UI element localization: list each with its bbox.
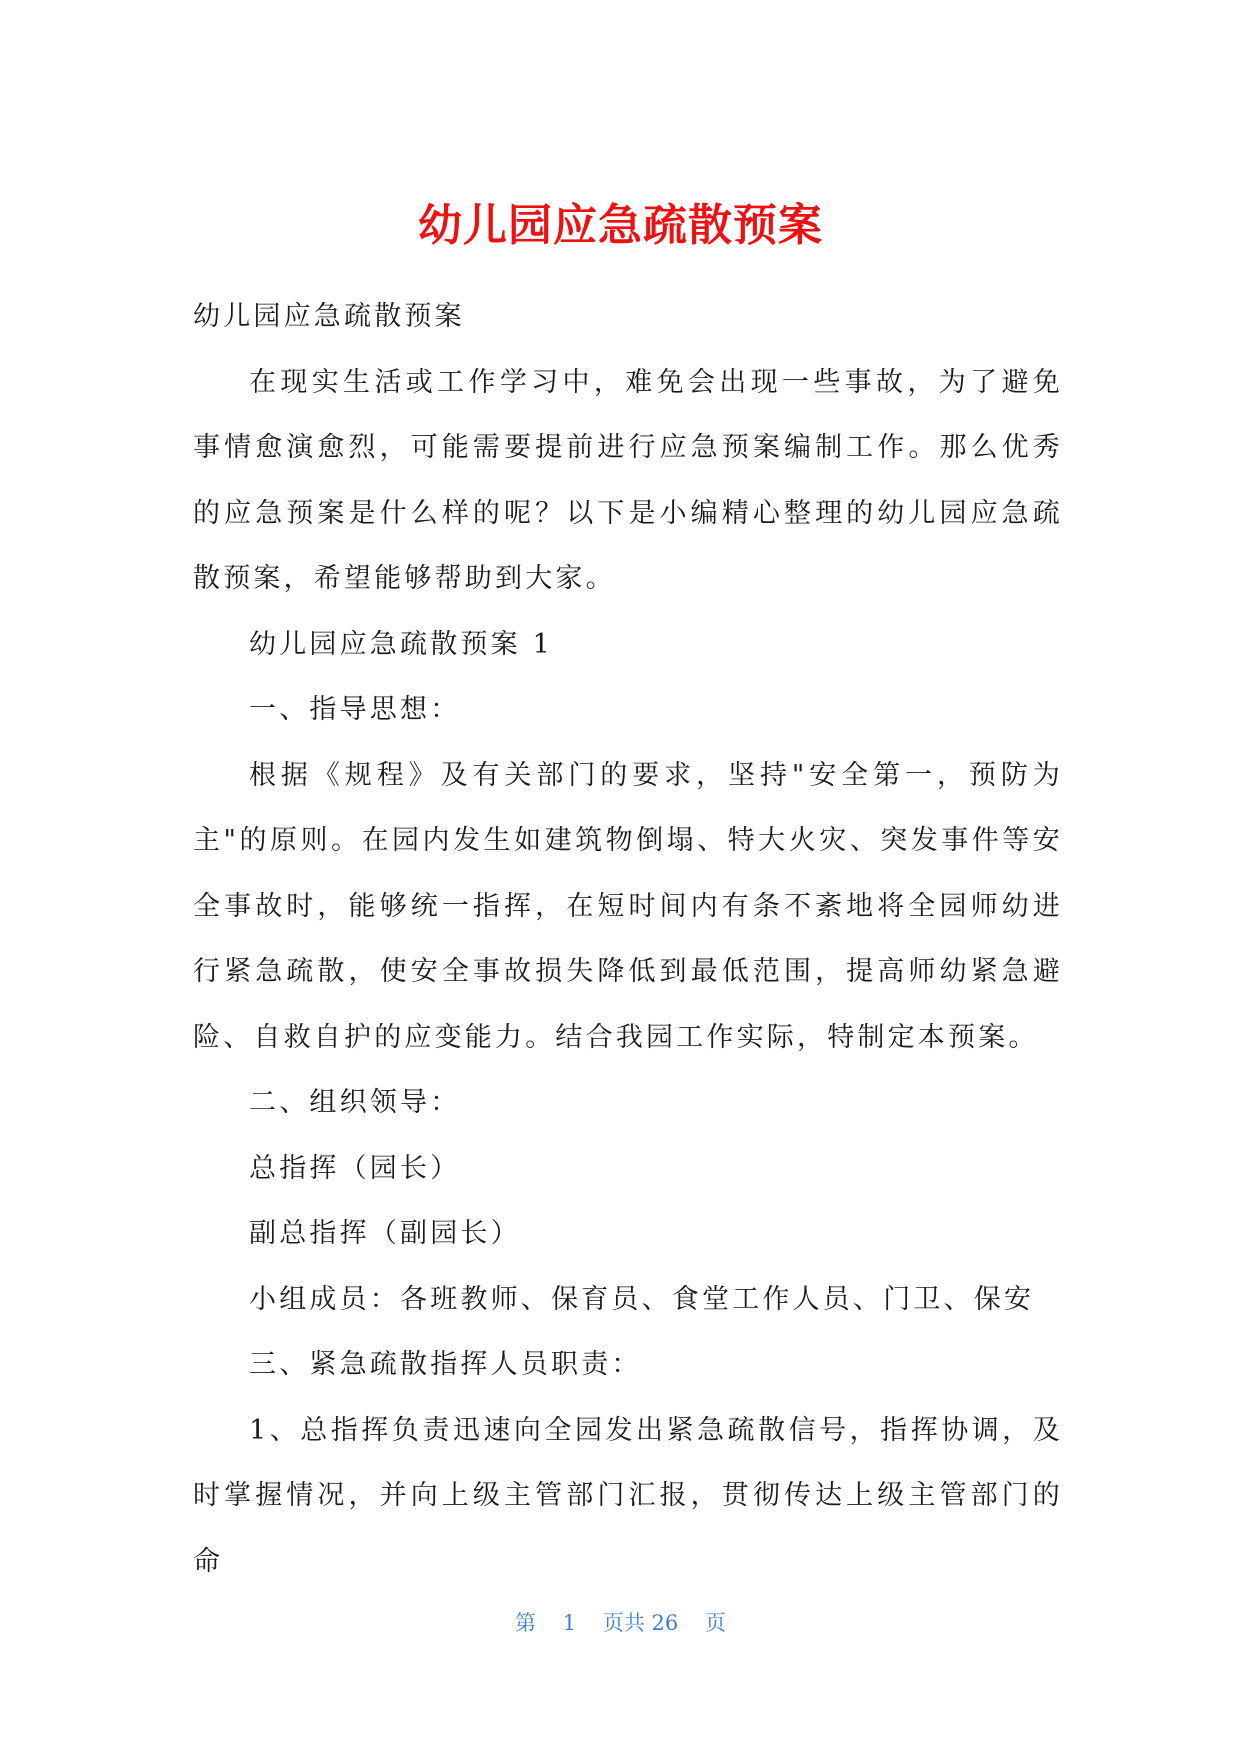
- page-footer: [0, 1608, 1241, 1638]
- footer-suffix: 页: [704, 1611, 726, 1635]
- paragraph: 1、总指挥负责迅速向全园发出紧急疏散信号，指挥协调，及时掌握情况，并向上级主管部门汇报，贯彻传达上级主管部门的命: [193, 1414, 1063, 1577]
- document-body: [193, 284, 1063, 1594]
- section-heading: 三、紧急疏散指挥人员职责：: [249, 1349, 642, 1380]
- paragraph: 根据《规程》及有关部门的要求，坚持"安全第一，预防为主"的原则。在园内发生如建筑物倒塌、特大火灾、突发事件等安全事故时，能够统一指挥，在短时间内有条不紊地将全园师幼进行紧急疏散，使安全事故损失降低到最低范围，提高师幼紧急避险、自救自护的应变能力。结合我园工作实际，特制定本预案。: [193, 759, 1063, 1053]
- paragraph: 总指挥（园长）: [249, 1152, 461, 1184]
- footer-current-page: 1: [562, 1611, 577, 1635]
- paragraph: 小组成员：各班教师、保育员、食堂工作人员、门卫、保安: [249, 1283, 1035, 1315]
- footer-middle: 页共: [602, 1611, 645, 1635]
- paragraph: 副总指挥（副园长）: [249, 1218, 521, 1249]
- section-heading: 二、组织领导：: [249, 1087, 461, 1118]
- footer-prefix: 第: [515, 1611, 537, 1635]
- footer-total-pages: 26: [651, 1611, 679, 1635]
- section-heading: 一、指导思想：: [249, 694, 461, 725]
- paragraph: 幼儿园应急疏散预案: [193, 301, 465, 332]
- document-title: 幼儿园应急疏散预案: [418, 200, 823, 251]
- paragraph: 在现实生活或工作学习中，难免会出现一些事故，为了避免事情愈演愈烈，可能需要提前进行应急预案编制工作。那么优秀的应急预案是什么样的呢？以下是小编精心整理的幼儿园应急疏散预案，希望能够帮助到大家。: [193, 366, 1063, 594]
- section-heading: 幼儿园应急疏散预案 1: [249, 628, 553, 660]
